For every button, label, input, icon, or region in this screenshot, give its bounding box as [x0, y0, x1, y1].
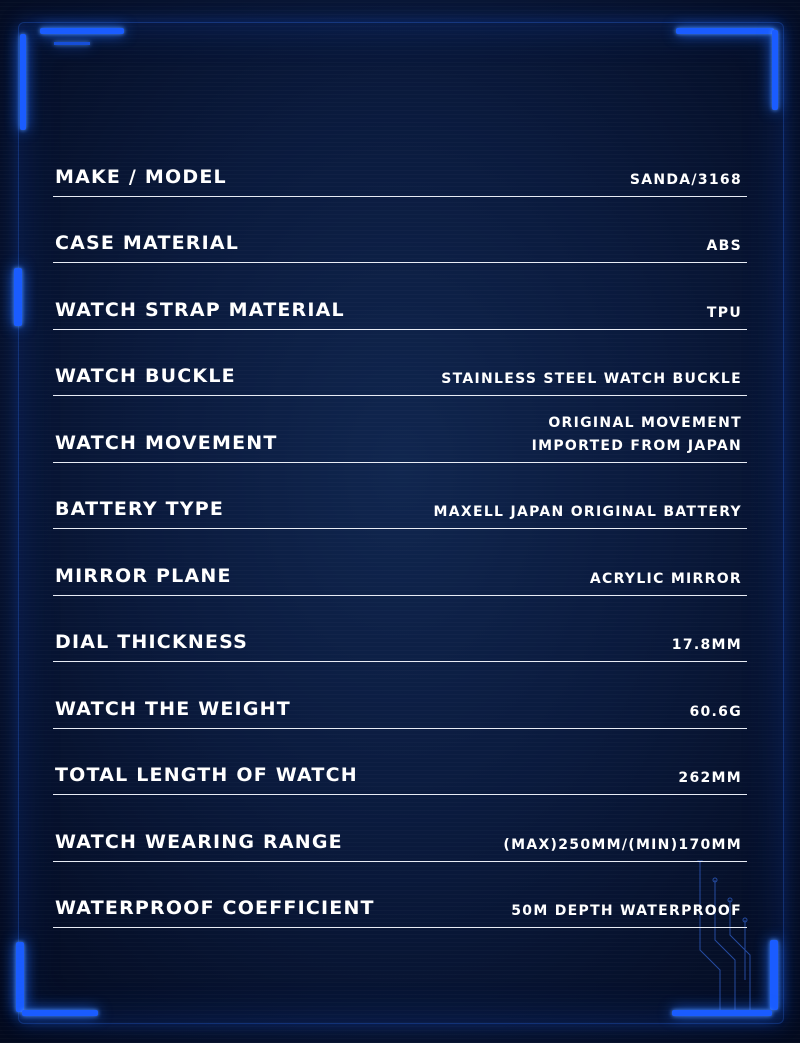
spec-label: WATCH BUCKLE: [55, 365, 236, 387]
spec-label: WATCH WEARING RANGE: [55, 830, 343, 853]
spec-value: SANDA/3168: [629, 171, 742, 188]
spec-label: WATCH STRAP MATERIAL: [55, 298, 345, 321]
spec-row: [53, 463, 747, 530]
spec-value: ABS: [706, 238, 742, 254]
spec-label: MIRROR PLANE: [55, 564, 232, 587]
spec-value: MAXELL JAPAN ORIGINAL BATTERY: [433, 504, 742, 520]
frame-corner-accent: [54, 42, 90, 45]
frame-corner-accent: [772, 30, 778, 110]
frame-corner-accent: [16, 942, 24, 1012]
spec-row: [53, 396, 747, 463]
spec-value: ORIGINAL MOVEMENT IMPORTED FROM JAPAN: [531, 414, 742, 454]
spec-value: ACRYLIC MIRROR: [589, 570, 742, 587]
spec-row: [53, 263, 747, 330]
spec-row: [53, 529, 747, 596]
spec-list: [53, 130, 747, 928]
spec-value: 50M DEPTH WATERPROOF: [511, 903, 742, 919]
spec-label: MAKE / MODEL: [55, 165, 227, 188]
frame-corner-accent: [672, 1010, 772, 1016]
frame-corner-accent: [676, 28, 774, 34]
spec-row: [53, 130, 747, 197]
frame-side-accent: [14, 268, 22, 326]
spec-row: [53, 662, 747, 729]
spec-label: WATCH MOVEMENT: [55, 431, 278, 454]
frame-corner-accent: [40, 28, 124, 34]
spec-label: CASE MATERIAL: [55, 232, 240, 254]
spec-value: STAINLESS STEEL WATCH BUCKLE: [441, 371, 742, 387]
spec-label: TOTAL LENGTH OF WATCH: [55, 764, 358, 786]
spec-row: [53, 596, 747, 663]
spec-row: [53, 862, 747, 929]
frame-corner-accent: [770, 940, 778, 1010]
spec-label: BATTERY TYPE: [55, 498, 225, 520]
spec-value: TPU: [706, 304, 742, 321]
spec-row: [53, 330, 747, 397]
frame-corner-accent: [22, 1010, 98, 1016]
spec-label: WATERPROOF COEFFICIENT: [55, 897, 375, 919]
spec-row: [53, 729, 747, 796]
spec-label: DIAL THICKNESS: [55, 631, 249, 653]
spec-value: 60.6G: [689, 703, 742, 720]
frame-corner-accent: [20, 34, 26, 130]
spec-value: 262MM: [678, 770, 742, 786]
spec-value: 17.8MM: [671, 637, 742, 653]
spec-row: [53, 795, 747, 862]
spec-label: WATCH THE WEIGHT: [55, 697, 291, 720]
spec-row: [53, 197, 747, 264]
spec-value: (MAX)250MM/(MIN)170MM: [503, 836, 742, 853]
